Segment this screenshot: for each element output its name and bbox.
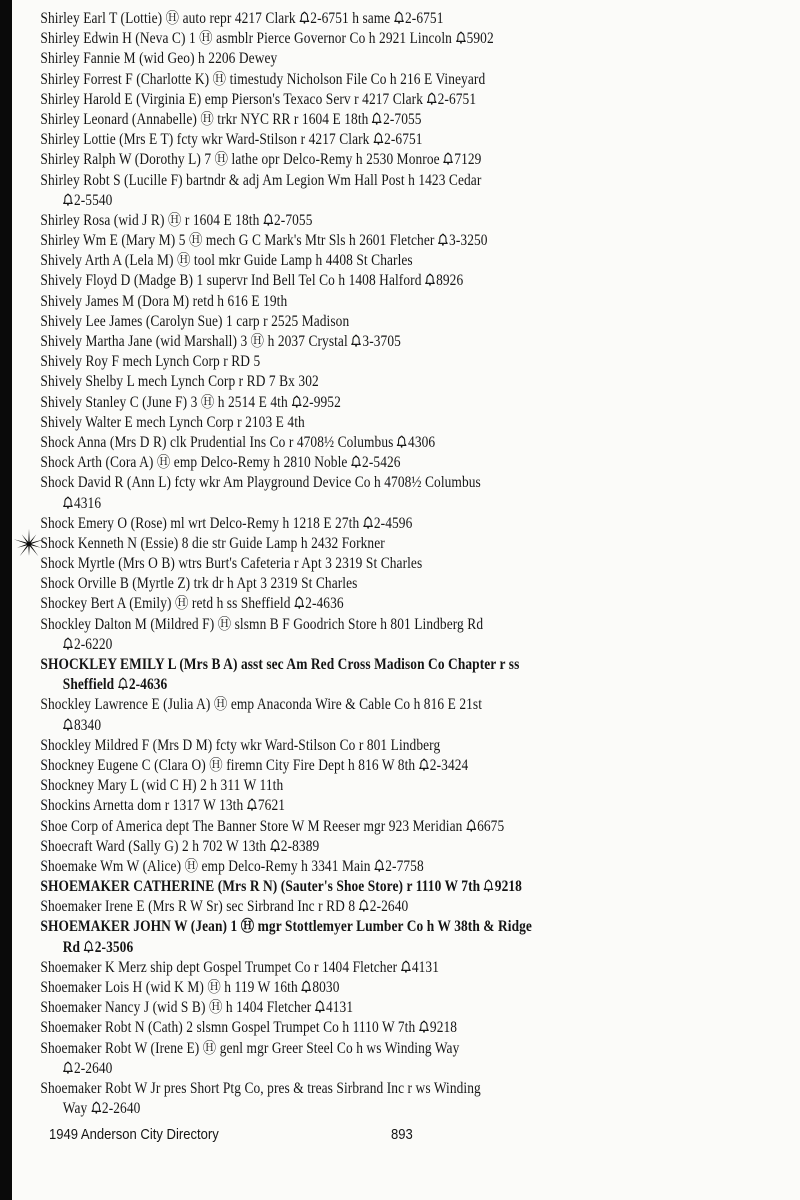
entry-continuation-line: Rd 2-3506 [62,938,134,956]
entry-line: Shirley Forrest F (Charlotte K) Ⓗ timestudy Nicholson File Co h 216 E Vineyard [40,70,486,88]
entry-line: Shock Arth (Cora A) Ⓗ emp Delco-Remy h 2810 Noble 2-5426 [40,454,401,472]
entry-line: SHOCKLEY EMILY L (Mrs B A) asst sec Am Red Cross Madison Co Chapter r ss [40,656,520,673]
directory-entry [0,413,642,433]
entry-line: Shirley Lottie (Mrs E T) fcty wkr Ward-Stilson r 4217 Clark 2-6751 [40,131,423,149]
telephone-bell-icon [63,1060,73,1073]
directory-entry [0,514,642,534]
star-marker-icon [12,529,46,559]
telephone-bell-icon [84,939,94,952]
telephone-bell-icon [443,151,453,164]
entry-line: Shockley Dalton M (Mildred F) Ⓗ slsmn B F Goodrich Store h 801 Lindberg Rd [40,615,484,633]
telephone-bell-icon [63,636,73,649]
directory-entry [0,130,642,150]
directory-entry [0,1039,642,1079]
telephone-bell-icon [426,91,436,104]
entry-continuation-line: 2-5540 [40,191,642,211]
telephone-bell-icon [438,232,448,245]
directory-entry [0,534,642,554]
entry-continuation-line: 8340 [40,716,642,736]
telephone-bell-icon [419,757,429,770]
entry-line: Shock Emery O (Rose) ml wrt Delco-Remy h 1218 E 27th 2-4596 [40,514,413,532]
directory-entry [0,433,642,453]
entry-line: Shockney Mary L (wid C H) 2 h 311 W 11th [40,777,284,795]
directory-entry [0,70,642,90]
telephone-bell-icon [372,111,382,124]
entry-line: Shoecraft Ward (Sally G) 2 h 702 W 13th 2-8389 [40,837,320,855]
entry-line: Shirley Harold E (Virginia E) emp Pierson's Texaco Serv r 4217 Clark 2-6751 [40,90,477,108]
telephone-bell-icon [401,959,411,972]
telephone-bell-icon [91,1100,101,1113]
entry-line: Shively Martha Jane (wid Marshall) 3 Ⓗ h 2037 Crystal 3-3705 [40,333,401,350]
entry-line: Shoe Corp of America dept The Banner Store W M Reeser mgr 923 Meridian 6675 [40,817,505,835]
telephone-bell-icon [63,717,73,730]
telephone-bell-icon [359,898,369,911]
entry-continuation-line: Sheffield 2-4636 [62,676,168,694]
entry-line: Shoemaker Nancy J (wid S B) Ⓗ h 1404 Fletcher 4131 [40,999,354,1017]
directory-entry [0,231,642,251]
telephone-bell-icon [270,838,280,851]
entry-continuation-line: 4316 [40,494,642,514]
telephone-bell-icon [301,979,311,992]
page-footer [49,1127,679,1143]
entry-line: Shively Roy F mech Lynch Corp r RD 5 [40,353,261,371]
entry-continuation-line: 2-2640 [40,1059,642,1079]
telephone-bell-icon [484,878,494,891]
entry-line: Shoemake Wm W (Alice) Ⓗ emp Delco-Remy h 3341 Main 2-7758 [40,857,424,875]
telephone-bell-icon [455,30,465,43]
page-number: 893 [391,1127,413,1143]
directory-entry [0,857,642,877]
directory-page [0,9,800,1119]
entry-line: Shirley Rosa (wid J R) Ⓗ r 1604 E 18th 2-7055 [40,211,313,229]
entry-line: Shively Floyd D (Madge B) 1 supervr Ind Bell Tel Co h 1408 Halford 8926 [40,272,464,290]
directory-entry [0,736,642,756]
entry-line: Shock Myrtle (Mrs O B) wtrs Burt's Cafeteria r Apt 3 2319 St Charles [40,555,423,573]
entry-line: Shively Walter E mech Lynch Corp r 2103 E 4th [40,413,305,431]
directory-entry [0,817,642,837]
entry-line: Shoemaker Robt W Jr pres Short Ptg Co, pres & treas Sirbrand Inc r ws Winding [40,1079,481,1097]
telephone-bell-icon [363,515,373,528]
entry-line: Shirley Robt S (Lucille F) bartndr & adj Am Legion Wm Hall Post h 1423 Cedar [40,171,482,189]
directory-entry [0,917,642,957]
entry-continuation-line: 2-6220 [40,635,642,655]
directory-entry [0,594,642,614]
entry-line: Shock Orville B (Myrtle Z) trk dr h Apt 3 2319 St Charles [40,575,358,593]
telephone-bell-icon [291,394,301,407]
entry-line: Shoemaker Robt N (Cath) 2 slsmn Gospel Trumpet Co h 1110 W 7th 9218 [40,1019,458,1037]
telephone-bell-icon [374,858,384,871]
telephone-bell-icon [351,454,361,467]
telephone-bell-icon [394,10,404,23]
entry-line: Shively Arth A (Lela M) Ⓗ tool mkr Guide Lamp h 4408 St Charles [40,252,413,270]
entry-line: Shockney Eugene C (Clara O) Ⓗ firemn City Fire Dept h 816 W 8th 2-3424 [40,756,469,774]
entry-line: Shockley Lawrence E (Julia A) Ⓗ emp Anaconda Wire & Cable Co h 816 E 21st [40,696,483,714]
directory-entry [0,9,642,29]
telephone-bell-icon [419,1019,429,1032]
directory-entry [0,756,642,776]
directory-entry [0,29,642,49]
entry-line: Shirley Fannie M (wid Geo) h 2206 Dewey [40,50,278,68]
telephone-bell-icon [294,595,304,608]
entry-line: Shockley Mildred F (Mrs D M) fcty wkr Ward-Stilson Co r 801 Lindberg [40,736,441,754]
directory-entry [0,453,642,473]
entry-line: Shock David R (Ann L) fcty wkr Am Playground Device Co h 4708½ Columbus [40,474,481,492]
entry-continuation-line: Way 2-2640 [62,1100,141,1118]
directory-entry [0,998,642,1018]
directory-entry [0,312,642,332]
directory-entry [0,292,642,312]
directory-entry [0,271,642,291]
entry-line: Shoemaker K Merz ship dept Gospel Trumpet Co r 1404 Fletcher 4131 [40,958,439,976]
directory-entry [0,372,642,392]
telephone-bell-icon [351,333,361,346]
entry-line: SHOEMAKER CATHERINE (Mrs R N) (Sauter's Shoe Store) r 1110 W 7th 9218 [40,878,522,896]
telephone-bell-icon [373,131,383,144]
telephone-bell-icon [247,797,257,810]
telephone-bell-icon [299,10,309,23]
entry-line: Shively Shelby L mech Lynch Corp r RD 7 Bx 302 [40,373,319,391]
directory-entry [0,150,642,170]
directory-entry [0,110,642,130]
directory-entry [0,897,642,917]
telephone-bell-icon [263,212,273,225]
directory-entry [0,352,642,372]
directory-entry [0,695,642,735]
entry-line: Shoemaker Robt W (Irene E) Ⓗ genl mgr Greer Steel Co h ws Winding Way [40,1039,460,1057]
telephone-bell-icon [63,495,73,508]
entry-line: Shirley Earl T (Lottie) Ⓗ auto repr 4217 Clark 2-6751 h same 2-6751 [40,10,444,27]
directory-entry [0,49,642,69]
entry-line: Shively Stanley C (June F) 3 Ⓗ h 2514 E 4th 2-9952 [40,393,341,411]
entry-line: Shively James M (Dora M) retd h 616 E 19th [40,292,288,310]
directory-entry [0,393,642,413]
directory-entry [0,615,642,655]
telephone-bell-icon [397,434,407,447]
directory-entry [0,332,642,352]
directory-entry [0,655,642,695]
entry-line: Shirley Leonard (Annabelle) Ⓗ trkr NYC RR r 1604 E 18th 2-7055 [40,110,422,128]
directory-entry [0,554,642,574]
entry-line: Shockins Arnetta dom r 1317 W 13th 7621 [40,797,286,815]
entry-line: Shirley Ralph W (Dorothy L) 7 Ⓗ lathe opr Delco-Remy h 2530 Monroe 7129 [40,151,482,169]
directory-entry [0,958,642,978]
directory-entry [0,1018,642,1038]
entry-line: Shirley Wm E (Mary M) 5 Ⓗ mech G C Mark's Mtr Sls h 2601 Fletcher 3-3250 [40,232,488,250]
directory-entry [0,837,642,857]
entry-line: Shirley Edwin H (Neva C) 1 Ⓗ asmblr Pierce Governor Co h 2921 Lincoln 5902 [40,30,494,48]
directory-entry [0,251,642,271]
entry-line: Shock Anna (Mrs D R) clk Prudential Ins Co r 4708½ Columbus 4306 [40,433,436,451]
entry-line: Shively Lee James (Carolyn Sue) 1 carp r 2525 Madison [40,312,350,330]
entry-line: Shoemaker Irene E (Mrs R W Sr) sec Sirbrand Inc r RD 8 2-2640 [40,898,409,916]
directory-entry [0,877,642,897]
telephone-bell-icon [425,272,435,285]
telephone-bell-icon [118,676,128,689]
telephone-bell-icon [315,999,325,1012]
directory-entry [0,796,642,816]
directory-entry [0,211,642,231]
directory-entry [0,978,642,998]
entry-line: Shockey Bert A (Emily) Ⓗ retd h ss Sheffield 2-4636 [40,595,344,613]
directory-entry [0,574,642,594]
directory-entry [0,90,642,110]
directory-entry [0,776,642,796]
publication-title: 1949 Anderson City Directory [49,1127,219,1143]
entry-line: Shoemaker Lois H (wid K M) Ⓗ h 119 W 16th 8030 [40,979,340,996]
telephone-bell-icon [466,818,476,831]
entry-line: SHOEMAKER JOHN W (Jean) 1 Ⓗ mgr Stottlemyer Lumber Co h W 38th & Ridge [40,918,532,936]
telephone-bell-icon [63,192,73,205]
directory-entry [0,171,642,211]
directory-entry [0,473,642,513]
entry-line: Shock Kenneth N (Essie) 8 die str Guide Lamp h 2432 Forkner [40,534,385,552]
directory-entry [0,1079,642,1119]
